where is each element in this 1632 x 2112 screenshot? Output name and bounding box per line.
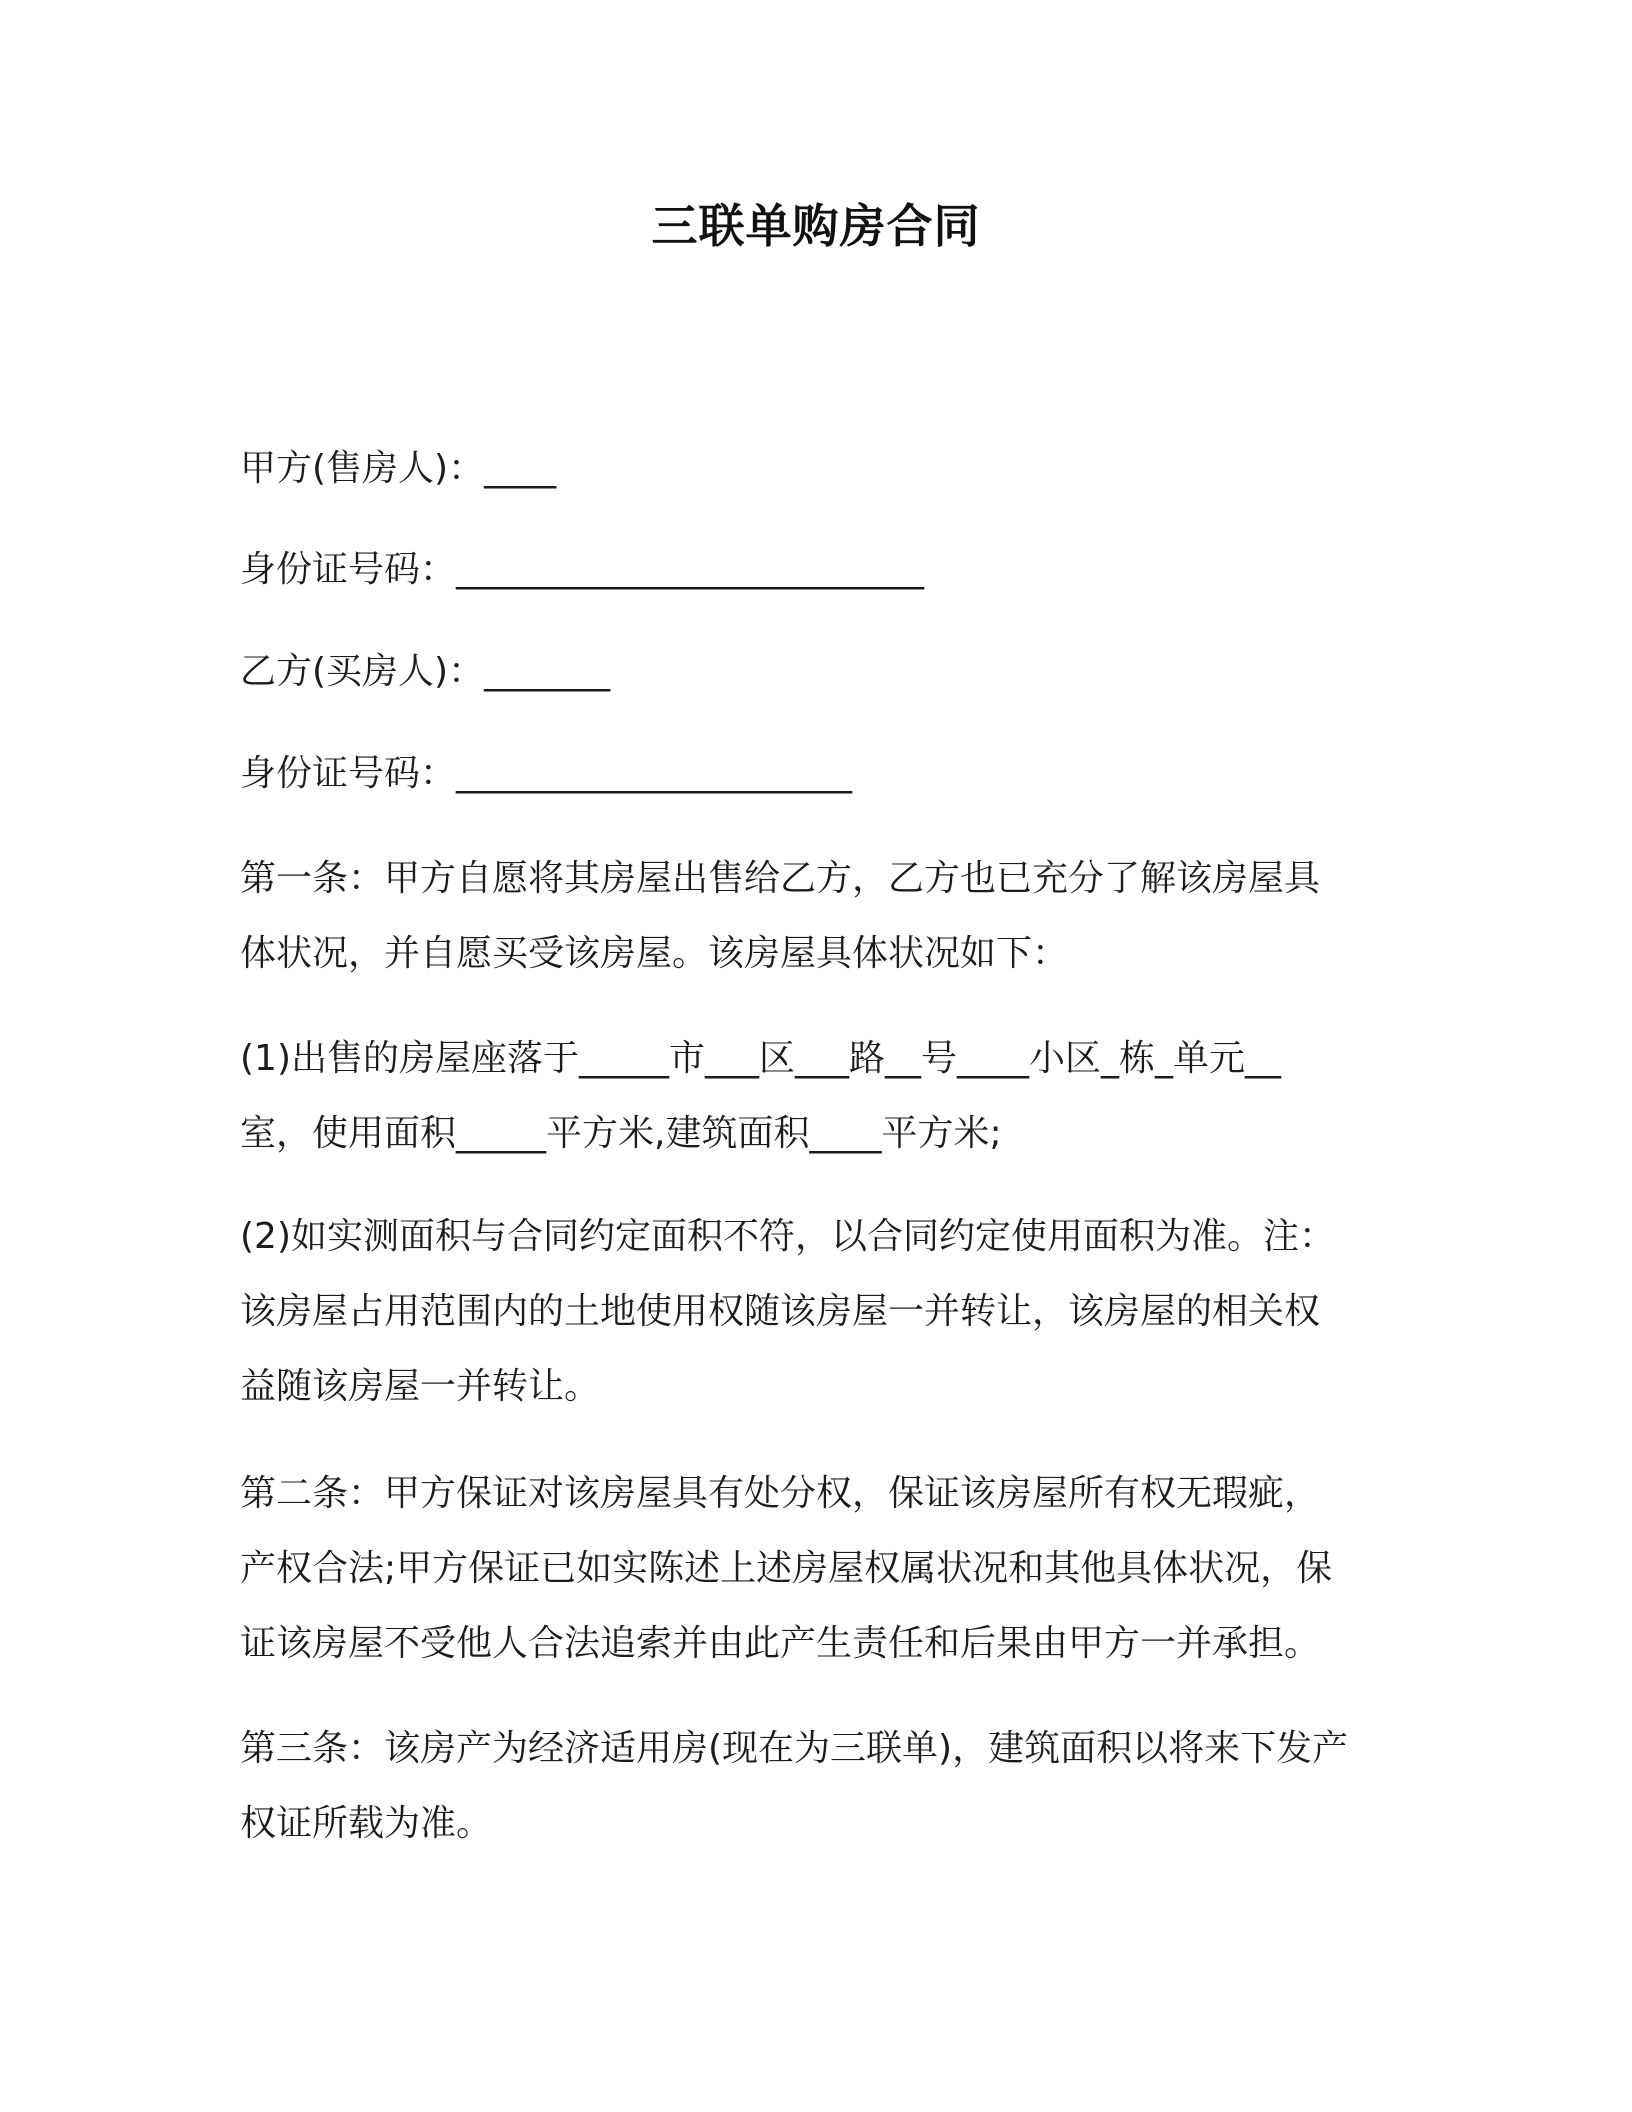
document-title: 三联单购房合同	[651, 199, 981, 253]
clause-1-line-1: (1)出售的房屋座落于_____市___区___路__号____小区_栋_单元__	[240, 1038, 1281, 1079]
article-2-line-1: 第二条：甲方保证对该房屋具有处分权，保证该房屋所有权无瑕疵，	[240, 1473, 1321, 1514]
article-2-line-2: 产权合法;甲方保证已如实陈述上述房屋权属状况和其他具体状况，保	[240, 1548, 1333, 1589]
clause-1-line-2: 室，使用面积_____平方米,建筑面积____平方米;	[240, 1113, 1002, 1154]
article-1-line-1: 第一条：甲方自愿将其房屋出售给乙方，乙方也已充分了解该房屋具	[240, 858, 1321, 899]
seller-name-line: 甲方(售房人)：____	[240, 448, 557, 489]
buyer-id-line: 身份证号码：______________________	[240, 753, 853, 794]
article-3-line-2: 权证所载为准。	[240, 1803, 493, 1844]
article-2-line-3: 证该房屋不受他人合法追索并由此产生责任和后果由甲方一并承担。	[240, 1623, 1321, 1664]
clause-2-line-2: 该房屋占用范围内的土地使用权随该房屋一并转让，该房屋的相关权	[240, 1291, 1321, 1332]
article-1-line-2: 体状况，并自愿买受该房屋。该房屋具体状况如下：	[240, 933, 1069, 974]
buyer-name-line: 乙方(买房人)：_______	[240, 651, 611, 692]
article-3-line-1: 第三条：该房产为经济适用房(现在为三联单)，建筑面积以将来下发产	[240, 1728, 1349, 1769]
clause-2-line-1: (2)如实测面积与合同约定面积不符，以合同约定使用面积为准。注：	[240, 1216, 1335, 1257]
seller-id-line: 身份证号码：__________________________	[240, 549, 925, 590]
clause-2-line-3: 益随该房屋一并转让。	[240, 1366, 601, 1407]
